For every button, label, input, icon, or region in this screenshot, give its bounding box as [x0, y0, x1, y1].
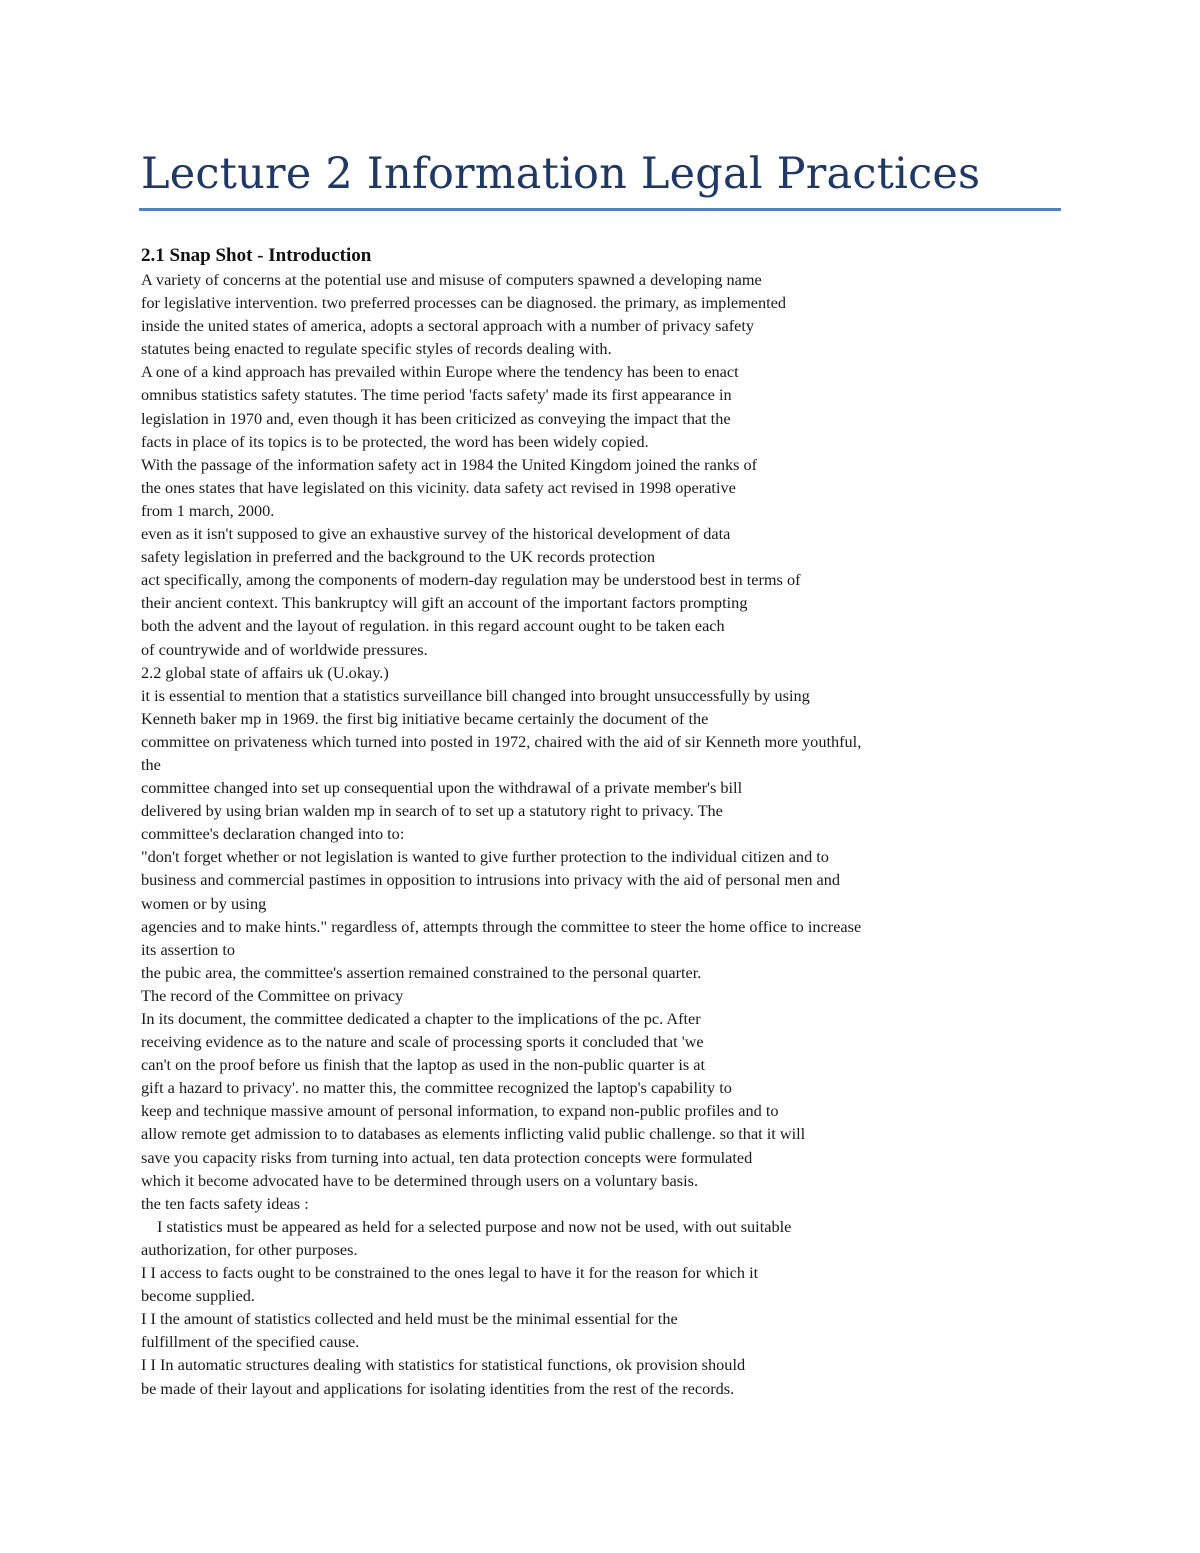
body-line: omnibus statistics safety statutes. The time period 'facts safety' made its first appearance in — [141, 385, 732, 405]
body-line: become supplied. — [141, 1286, 255, 1306]
principle-item: I I In automatic structures dealing with statistics for statistical functions, ok provision should — [141, 1355, 746, 1375]
body-line: can't on the proof before us finish that the laptop as used in the non-public quarter is at — [141, 1055, 706, 1075]
body-line: The record of the Committee on privacy — [141, 985, 404, 1005]
body-line: it is essential to mention that a statistics surveillance bill changed into brought unsuccessfully by using — [141, 685, 810, 705]
body-line: allow remote get admission to to databases as elements inflicting valid public challenge. so that it will — [141, 1124, 806, 1144]
body-line: keep and technique massive amount of personal information, to expand non-public profiles and to — [141, 1101, 779, 1121]
body-line: the pubic area, the committee's assertion remained constrained to the personal quarter. — [141, 962, 702, 982]
body-line: safety legislation in preferred and the background to the UK records protection — [141, 547, 656, 567]
body-line: "don't forget whether or not legislation is wanted to give further protection to the individual citizen and to — [141, 847, 829, 867]
principle-item: I I the amount of statistics collected and held must be the minimal essential for the — [141, 1309, 678, 1329]
body-line: be made of their layout and applications for isolating identities from the rest of the records. — [141, 1378, 735, 1398]
body-line: business and commercial pastimes in opposition to intrusions into privacy with the aid of personal men and — [141, 870, 841, 890]
body-line: authorization, for other purposes. — [141, 1239, 358, 1259]
body-line: save you capacity risks from turning into actual, ten data protection concepts were formulated — [141, 1147, 753, 1167]
body-line: which it become advocated have to be determined through users on a voluntary basis. — [141, 1170, 699, 1190]
section-heading: 2.1 Snap Shot - Introduction — [141, 245, 372, 266]
body-line: for legislative intervention. two preferred processes can be diagnosed. the primary, as implemented — [141, 293, 786, 313]
body-line: even as it isn't supposed to give an exhaustive survey of the historical development of data — [141, 524, 731, 544]
body-line: receiving evidence as to the nature and scale of processing sports it concluded that 'we — [141, 1032, 704, 1052]
body-line: facts in place of its topics is to be protected, the word has been widely copied. — [141, 431, 649, 451]
body-line: legislation in 1970 and, even though it has been criticized as conveying the impact that the — [141, 408, 731, 428]
body-line: agencies and to make hints." regardless of, attempts through the committee to steer the home office to increase — [141, 916, 862, 936]
body-line: A variety of concerns at the potential use and misuse of computers spawned a developing name — [141, 270, 762, 289]
principle-item: I statistics must be appeared as held for a selected purpose and now not be used, with out suitable — [157, 1216, 792, 1236]
body-line: committee on privateness which turned into posted in 1972, chaired with the aid of sir Kenneth more youthful, — [141, 731, 862, 751]
body-line: from 1 march, 2000. — [141, 500, 275, 520]
body-line: With the passage of the information safety act in 1984 the United Kingdom joined the ranks of — [141, 454, 758, 474]
body-line: both the advent and the layout of regulation. in this regard account ought to be taken each — [141, 616, 725, 636]
document-body — [141, 268, 1061, 1400]
body-line: act specifically, among the components of modern-day regulation may be understood best in terms of — [141, 570, 801, 590]
body-line: the ten facts safety ideas : — [141, 1193, 309, 1213]
body-line: their ancient context. This bankruptcy will gift an account of the important factors prompting — [141, 593, 748, 613]
body-line: committee changed into set up consequential upon the withdrawal of a private member's bill — [141, 778, 743, 798]
subsection-heading: 2.2 global state of affairs uk (U.okay.) — [141, 662, 389, 682]
body-line: In its document, the committee dedicated a chapter to the implications of the pc. After — [141, 1009, 701, 1028]
body-line: its assertion to — [141, 939, 236, 959]
body-line: women or by using — [141, 893, 267, 913]
body-line: delivered by using brian walden mp in search of to set up a statutory right to privacy. The — [141, 801, 723, 821]
principle-item: I I access to facts ought to be constrained to the ones legal to have it for the reason for which it — [141, 1263, 759, 1283]
title-underline-rule — [139, 208, 1061, 211]
body-line: inside the united states of america, adopts a sectoral approach with a number of privacy safety — [141, 316, 755, 336]
body-line: fulfillment of the specified cause. — [141, 1332, 360, 1352]
document-title: Lecture 2 Information Legal Practices — [141, 149, 981, 199]
body-line: the ones states that have legislated on this vicinity. data safety act revised in 1998 operative — [141, 477, 736, 497]
body-line: the — [141, 754, 161, 774]
body-line: Kenneth baker mp in 1969. the first big initiative became certainly the document of the — [141, 708, 709, 728]
body-line: A one of a kind approach has prevailed within Europe where the tendency has been to enact — [141, 362, 739, 382]
body-line: statutes being enacted to regulate specific styles of records dealing with. — [141, 339, 612, 359]
body-line: gift a hazard to privacy'. no matter this, the committee recognized the laptop's capability to — [141, 1078, 732, 1098]
body-line: of countrywide and of worldwide pressures. — [141, 639, 428, 659]
body-line: committee's declaration changed into to: — [141, 824, 405, 844]
